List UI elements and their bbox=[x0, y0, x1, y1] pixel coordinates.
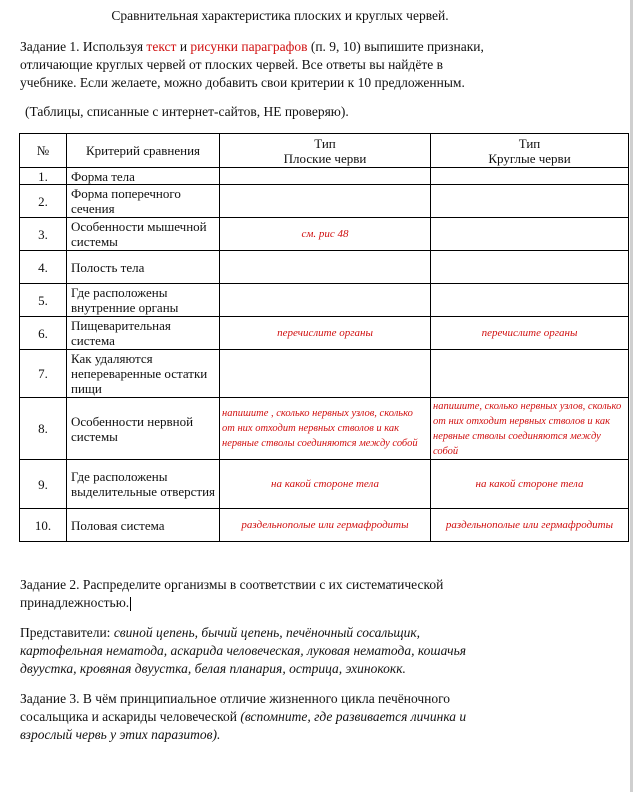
table-row: 5. Где расположены внутренние органы bbox=[20, 284, 629, 317]
link-figures[interactable]: рисунки параграфов bbox=[190, 39, 308, 54]
cell-round-hint[interactable]: на какой стороне тела bbox=[431, 460, 629, 509]
table-header-row bbox=[20, 134, 629, 168]
cell-flat-hint[interactable]: перечислите органы bbox=[220, 317, 431, 350]
cell-round[interactable] bbox=[431, 185, 629, 218]
table-row: 9. Где расположены выделительные отверстия на какой стороне тела на какой стороне тела bbox=[20, 460, 629, 509]
table-row: 1. Форма тела bbox=[20, 168, 629, 185]
cell-flat[interactable] bbox=[220, 251, 431, 284]
link-text[interactable]: текст bbox=[146, 39, 177, 54]
header-criterion: Критерий сравнения bbox=[67, 134, 220, 168]
cell-round[interactable] bbox=[431, 168, 629, 185]
cell-flat[interactable] bbox=[220, 168, 431, 185]
table-row: 3. Особенности мышечной системы см. рис 48 bbox=[20, 218, 629, 251]
table-row: 4. Полость тела bbox=[20, 251, 629, 284]
task3-text: Задание 3. В чём принципиальное отличие жизненного цикла печёночного сосальщика и аскариды человеческой (вспомните, где развивается личинка и взрослый червь у этих паразитов). bbox=[20, 691, 467, 742]
cell-round[interactable] bbox=[431, 218, 629, 251]
cell-round-hint[interactable]: перечислите органы bbox=[431, 317, 629, 350]
cell-round[interactable] bbox=[431, 284, 629, 317]
task1-text: Задание 1. Используя текст и рисунки параграфов (п. 9, 10) выпишите признаки, отличающие круглых червей от плоских червей. Все ответы вы найдёте в учебнике. Если желаете, можно добавить свои критерии к 10 предложенным. bbox=[20, 39, 484, 90]
cell-flat-hint[interactable]: на какой стороне тела bbox=[220, 460, 431, 509]
cell-round[interactable] bbox=[431, 251, 629, 284]
table-row: 6. Пищеварительная система перечислите органы перечислите органы bbox=[20, 317, 629, 350]
header-round: Тип Круглые черви bbox=[431, 134, 629, 168]
cell-flat[interactable] bbox=[220, 185, 431, 218]
cell-round[interactable] bbox=[431, 350, 629, 398]
cell-flat[interactable] bbox=[220, 350, 431, 398]
representatives-text: Представители: свиной цепень, бычий цепень, печёночный сосальщик, картофельная нематода, аскарида человеческая, луковая нематода, кошачья двуустка, кровяная двуустка, белая планария, острица, эхинококк. bbox=[20, 625, 466, 676]
document-title: Сравнительная характеристика плоских и круглых червей. bbox=[111, 8, 449, 23]
comparison-table bbox=[19, 133, 629, 542]
table-row: 10. Половая система раздельнополые или гермафродиты раздельнополые или гермафродиты bbox=[20, 509, 629, 542]
header-num: № bbox=[20, 134, 67, 168]
cell-round-hint[interactable]: напишите, сколько нервных узлов, сколько от них отходит нервных стволов и как нервные стволы соединяются между собой bbox=[431, 398, 629, 460]
task2-text: Задание 2. Распределите организмы в соответствии с их систематической принадлежностью. bbox=[20, 577, 444, 610]
table-row: 2. Форма поперечного сечения bbox=[20, 185, 629, 218]
table-row: 7. Как удаляются непереваренные остатки пищи bbox=[20, 350, 629, 398]
text-cursor bbox=[130, 597, 131, 611]
cell-round-hint[interactable]: раздельнополые или гермафродиты bbox=[431, 509, 629, 542]
cell-flat-hint[interactable]: напишите , сколько нервных узлов, сколько от них отходит нервных стволов и как нервные стволы соединяются между собой bbox=[220, 398, 431, 460]
cell-flat-hint[interactable]: раздельнополые или гермафродиты bbox=[220, 509, 431, 542]
table-row: 8. Особенности нервной системы напишите , сколько нервных узлов, сколько от них отходит нервных стволов и как нервные стволы соединяются между собой напишите, сколько нервных узлов, сколько от них отходит нервных стволов и как нервные стволы соединяются между собой bbox=[20, 398, 629, 460]
note-text: (Таблицы, списанные с интернет-сайтов, НЕ проверяю). bbox=[25, 104, 349, 119]
cell-flat-hint[interactable]: см. рис 48 bbox=[220, 218, 431, 251]
header-flat: Тип Плоские черви bbox=[220, 134, 431, 168]
cell-flat[interactable] bbox=[220, 284, 431, 317]
